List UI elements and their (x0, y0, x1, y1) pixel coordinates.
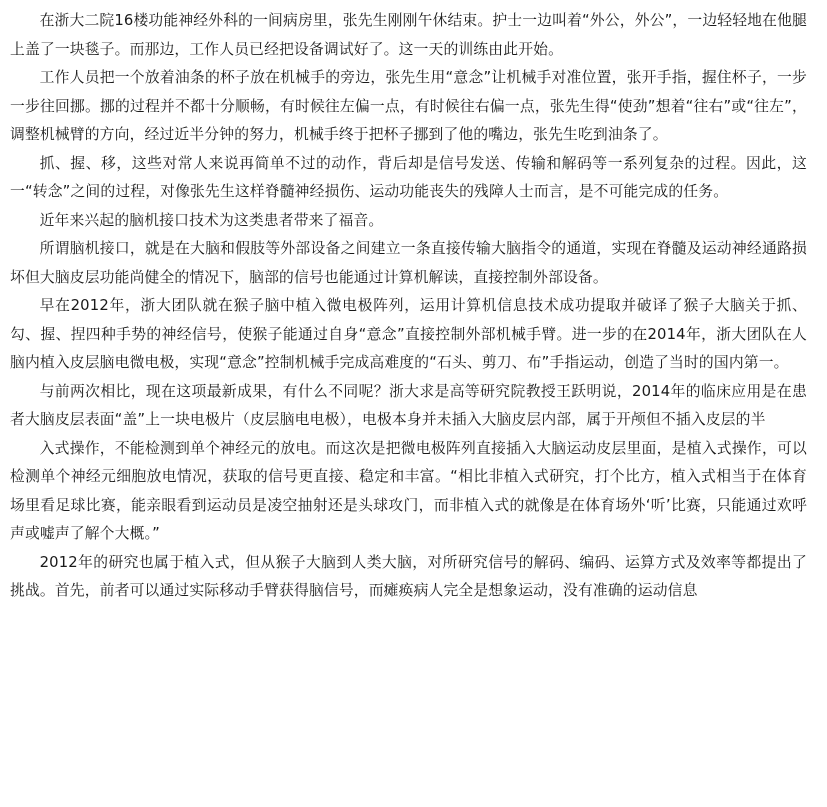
paragraph-ward-scene: 在浙大二院16楼功能神经外科的一间病房里，张先生刚刚午休结束。护士一边叫着“外公，外公”，一边轻轻地在他腿上盖了一块毯子。而那边，工作人员已经把设备调试好了。这一天的训练由此开始。 (10, 12, 807, 58)
paragraph-comparison: 与前两次相比，现在这项最新成果，有什么不同呢？浙大求是高等研究院教授王跃明说，2014年的临床应用是在患者大脑皮层表面“盖”上一块电极片（皮层脑电电极），电极本身并未插入大脑皮层内部，属于开颅但不插入皮层的半 (10, 382, 807, 428)
paragraph-2012-2014-history: 早在2012年，浙大团队就在猴子脑中植入微电极阵列，运用计算机信息技术成功提取并破译了猴子大脑关于抓、勾、握、捏四种手势的神经信号，使猴子能通过自身“意念”直接控制外部机械手臂。进一步的在2014年，浙大团队在人脑内植入皮层脑电微电极，实现“意念”控制机械手完成高难度的“石头、剪刀、布”手指运动，创造了当时的国内第一。 (10, 297, 807, 371)
paragraph-bci-intro: 近年来兴起的脑机接口技术为这类患者带来了福音。 (39, 211, 384, 229)
paragraph-complex-process: 抓、握、移，这些对常人来说再简单不过的动作，背后却是信号发送、传输和解码等一系列复杂的过程。因此，这一“转念”之间的过程，对像张先生这样脊髓神经损伤、运动功能丧失的残障人士而言，是不可能完成的任务。 (10, 154, 807, 200)
paragraph-robotic-hand-training: 工作人员把一个放着油条的杯子放在机械手的旁边，张先生用“意念”让机械手对准位置，张开手指，握住杯子，一步一步往回挪。挪的过程并不都十分顺畅，有时候往左偏一点，有时候往右偏一点，张先生得“使劲”想着“往右”或“往左”，调整机械臂的方向，经过近半分钟的努力，机械手终于把杯子挪到了他的嘴边，张先生吃到油条了。 (10, 69, 807, 143)
article-body (10, 7, 807, 606)
paragraph-challenges: 2012年的研究也属于植入式，但从猴子大脑到人类大脑，对所研究信号的解码、编码、运算方式及效率等都提出了挑战。首先，前者可以通过实际移动手臂获得脑信号，而瘫痪病人完全是想象运动，没有准确的运动信息 (10, 553, 807, 599)
paragraph-implant-explanation: 入式操作，不能检测到单个神经元的放电。而这次是把微电极阵列直接插入大脑运动皮层里面，是植入式操作，可以检测单个神经元细胞放电情况，获取的信号更直接、稳定和丰富。“相比非植入式研究，打个比方，植入式相当于在体育场里看足球比赛，能亲眼看到运动员是凌空抽射还是头球攻门，而非植入式的就像是在体育场外‘听’比赛，只能通过欢呼声或嘘声了解个大概。” (10, 439, 807, 542)
paragraph-bci-definition: 所谓脑机接口，就是在大脑和假肢等外部设备之间建立一条直接传输大脑指令的通道，实现在脊髓及运动神经通路损坏但大脑皮层功能尚健全的情况下，脑部的信号也能通过计算机解读，直接控制外部设备。 (10, 240, 807, 286)
